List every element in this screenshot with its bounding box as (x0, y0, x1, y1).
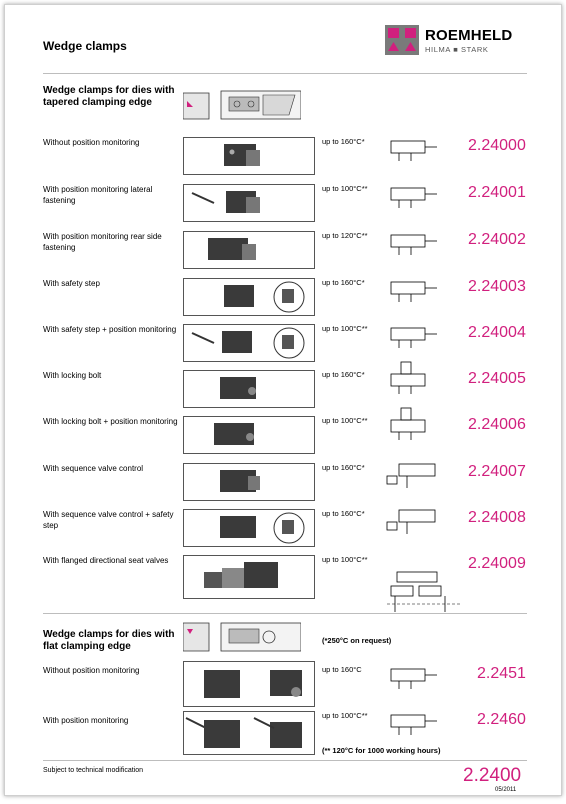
footer-code: 2.2400 (463, 765, 522, 786)
article-code: 2.2460 (477, 711, 526, 728)
logo-subtitle: HILMA ■ STARK (425, 45, 489, 54)
catalog-page (4, 4, 562, 796)
hydraulic-schematic-icon (385, 360, 445, 396)
article-code: 2.24009 (468, 555, 526, 572)
row-label: With locking bolt (43, 371, 102, 380)
row-label: With flanged directional seat valves (43, 556, 169, 565)
hydraulic-schematic-icon (385, 460, 445, 490)
logo-name: ROEMHELD (425, 27, 513, 44)
temperature-label: up to 160°C* (322, 278, 365, 287)
divider (43, 760, 527, 761)
temperature-label: up to 100°C** (322, 416, 368, 425)
hydraulic-schematic-icon (385, 570, 465, 614)
temperature-label: up to 160°C* (322, 370, 365, 379)
temperature-note: (*250°C on request) (322, 636, 392, 645)
temperature-label: up to 100°C** (322, 711, 368, 720)
section-illustration (183, 619, 301, 655)
hydraulic-schematic-icon (385, 233, 445, 259)
hydraulic-schematic-icon (385, 280, 445, 306)
hydraulic-schematic-icon (385, 186, 445, 212)
footer-text: Subject to technical modification (43, 767, 143, 774)
article-code: 2.24000 (468, 137, 526, 154)
row-label: Without position monitoring (43, 138, 140, 147)
section-illustration (183, 85, 301, 125)
article-code: 2.24002 (468, 231, 526, 248)
section-title-tapered: Wedge clamps for dies with tapered clamping edge (43, 85, 175, 108)
product-image (183, 184, 315, 222)
temperature-note: (** 120°C for 1000 working hours) (322, 746, 441, 755)
logo-mark (385, 25, 419, 55)
temperature-label: up to 100°C** (322, 184, 368, 193)
page-title: Wedge clamps (43, 39, 127, 53)
row-label: With position monitoring rear side fastening (43, 232, 162, 252)
divider (43, 73, 527, 74)
temperature-label: up to 160°C* (322, 509, 365, 518)
row-label: With sequence valve control + safety step (43, 510, 174, 530)
hydraulic-schematic-icon (385, 713, 445, 739)
temperature-label: up to 120°C** (322, 231, 368, 240)
product-image (183, 324, 315, 362)
article-code: 2.24004 (468, 324, 526, 341)
row-label: With safety step + position monitoring (43, 325, 177, 334)
temperature-label: up to 160°C (322, 665, 362, 674)
article-code: 2.2451 (477, 665, 526, 682)
hydraulic-schematic-icon (385, 506, 445, 536)
row-label: With safety step (43, 279, 100, 288)
product-image (183, 555, 315, 599)
article-code: 2.24006 (468, 416, 526, 433)
article-code: 2.24008 (468, 509, 526, 526)
divider (43, 613, 527, 614)
hydraulic-schematic-icon (385, 406, 445, 442)
temperature-label: up to 100°C** (322, 324, 368, 333)
hydraulic-schematic-icon (385, 326, 445, 352)
product-image (183, 231, 315, 269)
product-image (183, 661, 315, 707)
temperature-label: up to 100°C** (322, 555, 368, 564)
product-image (183, 509, 315, 547)
product-image (183, 370, 315, 408)
row-label: With position monitoring lateral fastening (43, 185, 153, 205)
product-image (183, 137, 315, 175)
row-label: Without position monitoring (43, 666, 140, 675)
logo (385, 25, 535, 55)
article-code: 2.24001 (468, 184, 526, 201)
temperature-label: up to 160°C* (322, 137, 365, 146)
temperature-label: up to 160°C* (322, 463, 365, 472)
product-image (183, 416, 315, 454)
hydraulic-schematic-icon (385, 139, 445, 165)
article-code: 2.24007 (468, 463, 526, 480)
row-label: With sequence valve control (43, 464, 144, 473)
footer-date: 05/2011 (495, 787, 517, 793)
article-code: 2.24005 (468, 370, 526, 387)
article-code: 2.24003 (468, 278, 526, 295)
section-title-flat: Wedge clamps for dies with flat clamping edge (43, 629, 175, 652)
row-label: With locking bolt + position monitoring (43, 417, 178, 426)
product-image (183, 278, 315, 316)
hydraulic-schematic-icon (385, 667, 445, 693)
row-label: With position monitoring (43, 716, 129, 725)
product-image (183, 463, 315, 501)
product-image (183, 711, 315, 755)
